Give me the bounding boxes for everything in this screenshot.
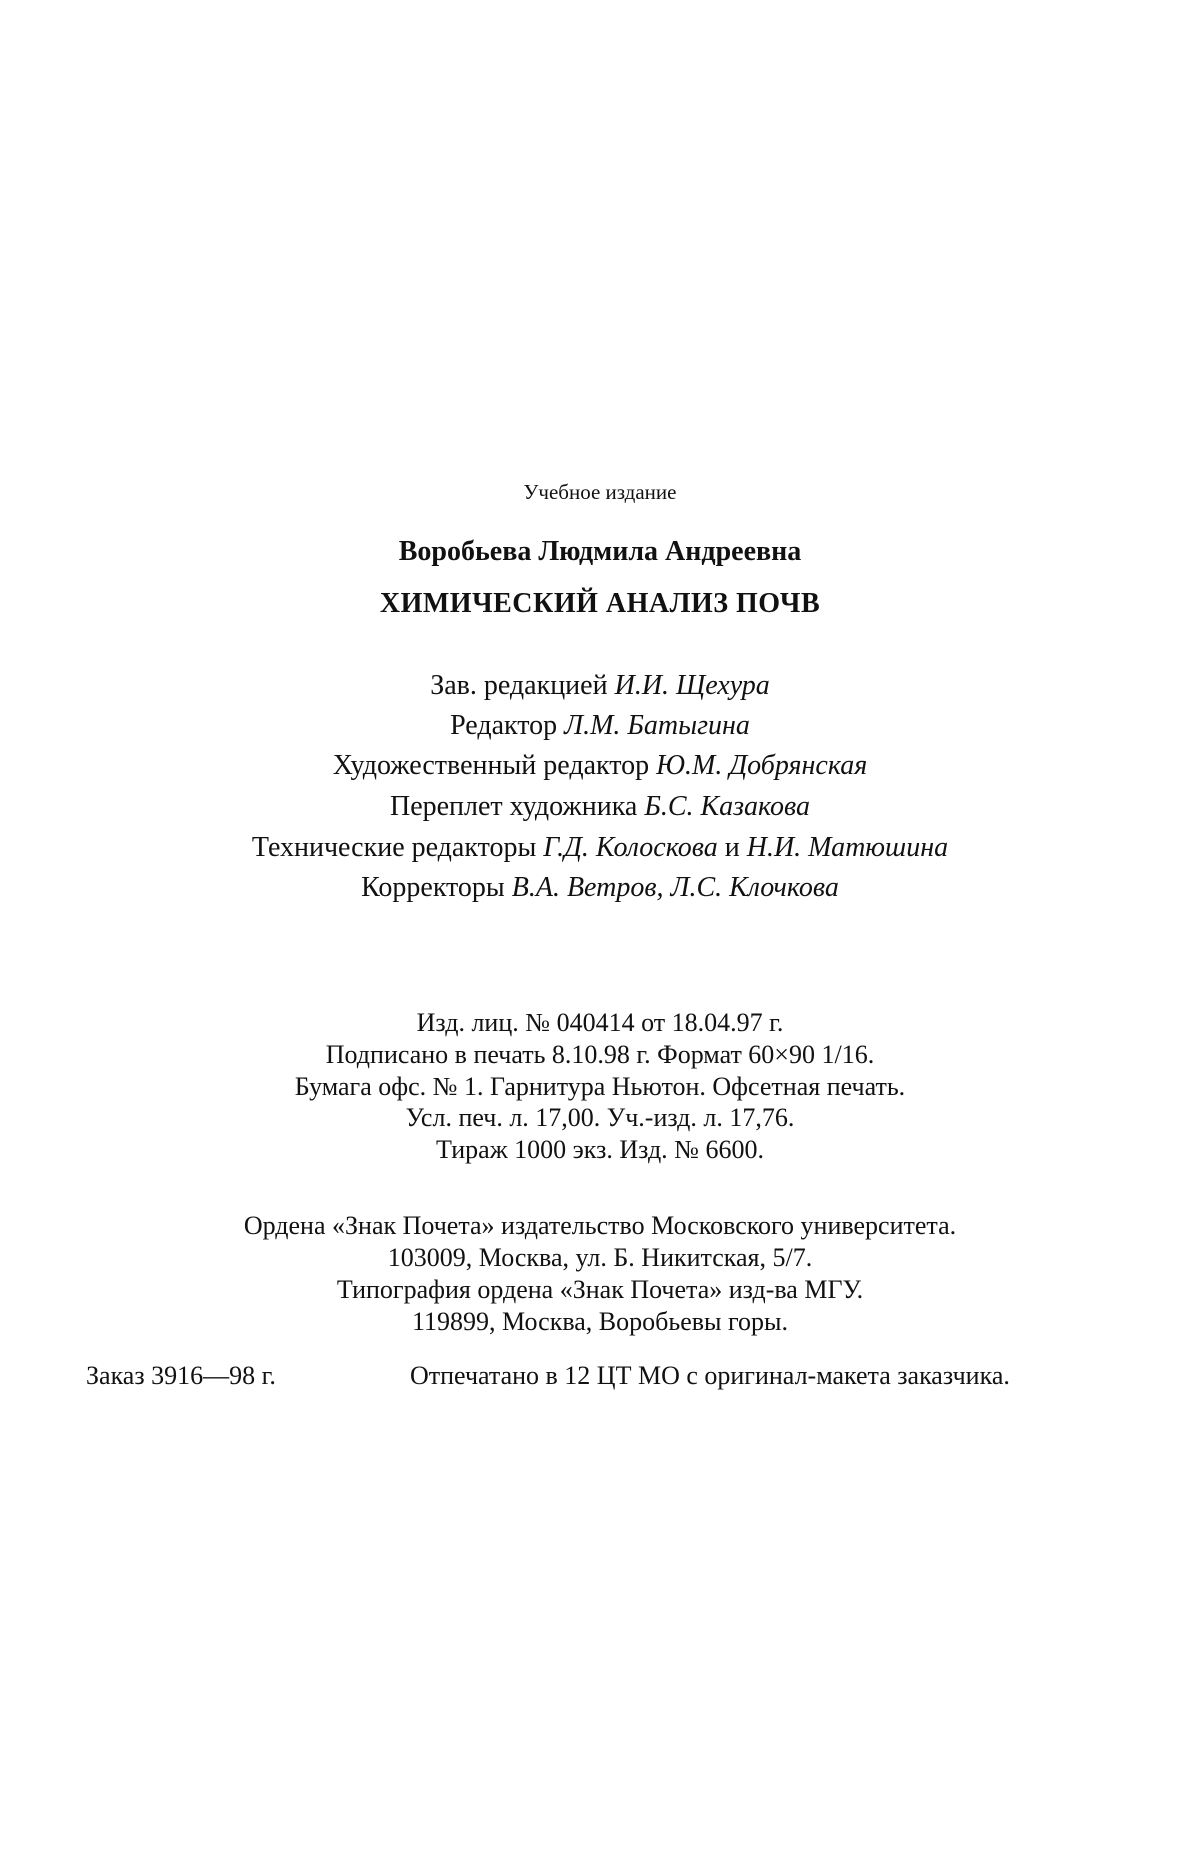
print-info-sheets: Усл. печ. л. 17,00. Уч.-изд. л. 17,76.	[405, 1103, 795, 1132]
credit-line-chief-editor	[0, 672, 1200, 700]
credit-role: Технические редакторы	[251, 832, 537, 863]
credit-names: В.А. Ветров, Л.С. Клочкова	[511, 872, 839, 903]
print-info-license: Изд. лиц. № 040414 от 18.04.97 г.	[416, 1008, 784, 1037]
author-name: Воробьева Людмила Андреевна	[398, 536, 802, 567]
credit-names: Г.Д. Колоскова	[543, 832, 718, 863]
credit-role: Корректоры	[361, 872, 505, 903]
printed-note: Отпечатано в 12 ЦТ МО с оригинал-макета заказчика.	[410, 1361, 1010, 1390]
print-info-run: Тираж 1000 экз. Изд. № 6600.	[436, 1135, 764, 1164]
credit-names: Ю.М. Добрянская	[656, 750, 868, 781]
credit-role: Переплет художника	[389, 791, 638, 822]
credit-role: Зав. редакцией	[430, 670, 608, 701]
credit-conjunction: и	[724, 832, 740, 863]
credit-line-art-editor	[0, 752, 1200, 780]
publisher-address: 103009, Москва, ул. Б. Никитская, 5/7.	[387, 1243, 813, 1272]
credit-role: Редактор	[450, 710, 558, 741]
credit-names: Л.М. Батыгина	[564, 710, 750, 741]
credit-names: И.И. Щехура	[614, 670, 770, 701]
credit-names: Б.С. Казакова	[644, 791, 811, 822]
credit-role: Художественный редактор	[332, 750, 650, 781]
print-info-paper: Бумага офс. № 1. Гарнитура Ньютон. Офсетная печать.	[294, 1072, 906, 1101]
publisher-name: Ордена «Знак Почета» издательство Московского университета.	[243, 1211, 957, 1240]
credit-line-technical-editors	[0, 834, 1200, 862]
credit-names-second: Н.И. Матюшина	[746, 832, 949, 863]
printing-house-name: Типография ордена «Знак Почета» изд-ва МГУ.	[336, 1275, 864, 1304]
book-title: ХИМИЧЕСКИЙ АНАЛИЗ ПОЧВ	[379, 588, 821, 619]
credit-line-binding-artist	[0, 793, 1200, 821]
credit-line-proofreaders	[0, 874, 1200, 902]
print-info-signed-format: Подписано в печать 8.10.98 г. Формат 60×90 1/16.	[325, 1040, 875, 1069]
printing-house-address: 119899, Москва, Воробьевы горы.	[412, 1307, 788, 1336]
credit-line-editor	[0, 712, 1200, 740]
edition-type: Учебное издание	[523, 480, 677, 504]
order-number: Заказ 3916—98 г.	[86, 1361, 276, 1390]
